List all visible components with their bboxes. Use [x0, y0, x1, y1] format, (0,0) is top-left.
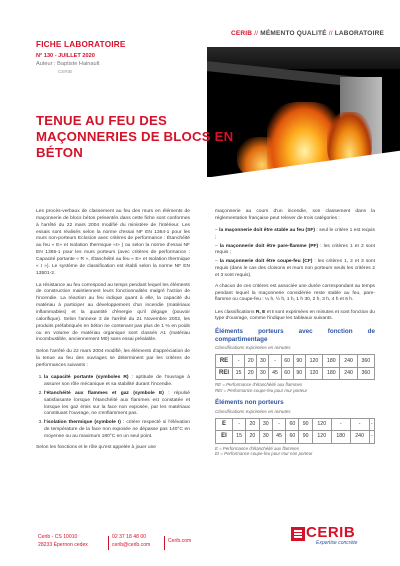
table2-legend: E = Performance d'étanchéité aux flammes EI = Performance coupe-feu pour mur non porteur [215, 445, 313, 457]
paragraph: Les procès-verbaux de classement au feu des murs en éléments de maçonnerie de blocs béton présentés dans cette fiche sont conformes à l'arrêté du 22 mars 2004 modifié du ministère de l'intérieur. Les essais sont réalisés selon la norme d'essai NF EN 1364-1 pour les murs non-porteurs Eclosion avec critères de performance : Étanchéité au feu « E» et Isolation thermique «I» ) ou selon la norme d'essai NF EN 1365-1 pour les murs porteurs (avec critères de performance : Capacité portante « R », Étanchéité au feu « E» et Isolation thermique « I »). Le système de classification est établi selon la norme NF EN 13501-2. [36, 209, 190, 276]
doc-number: N° 130 - JUILLET 2020 [36, 53, 95, 59]
header-breadcrumb [231, 30, 384, 37]
header-memento: MÉMENTO QUALITÉ [260, 30, 327, 37]
list-item: 2. l'étanchéité aux flammes et gaz (symbole E) : répulsé satisfaisante lorsque l'étanchéité aux flammes est constatée et lorsque les gaz émis sur la face non exposée, par les matériaux constituant l'ouvrage, ne s'enflamment pas. [44, 391, 190, 418]
paragraph: maçonnerie au cours d'un incendie, son classement dans la réglementation française peut relever de trois catégories : [215, 209, 375, 221]
list-item: – la maçonnerie doit être pare-flamme (PF) : les critères 1 et 2 sont requis ; [215, 243, 375, 256]
header-lab: LABORATOIRE [334, 30, 384, 37]
header-brand: CERIB [230, 30, 253, 37]
doc-type: FICHE LABORATOIRE [36, 40, 126, 49]
header-separator: // [328, 30, 333, 37]
category-list [215, 228, 375, 280]
paragraph: La résistance au feu correspond au temps pendant lequel les éléments de construction maintiennent leurs fonctionnalités malgré l'action de l'incendie. La réaction au feu indique quant à elle, la capacité du matériau à participer au développement d'un incendie (matériaux inflammables) et la quantité d'énergie qu'il dégage (pouvoir calorifique). Selon l'annexe 3 de l'arrêté du 21 Novembre 2002, les produits préfabriqués en béton ne contenant pas plus de 1 % en poids ou en volume de matériau organique sont classés A1 (matériau incombustible, anciennement M0) sans essai préalable. [36, 282, 190, 343]
criteria-list [36, 375, 190, 441]
cerib-logo-icon [291, 527, 305, 541]
list-item: – la maçonnerie doit être stable au feu (SF) : seul le critère 1 est requis ; [215, 227, 375, 240]
table-row: E - 20 30 - 60 90 120 - - - [216, 418, 375, 431]
footer-divider [108, 536, 109, 550]
right-column [215, 209, 375, 463]
page-title: TENUE AU FEU DES MAÇONNERIES DE BLOCS EN BÉTON [36, 113, 234, 160]
table-row: EI 15 20 30 45 60 90 120 180 240 - [216, 431, 375, 444]
footer-address: Cerib - CS 10010 28233 Épernon cedex [38, 534, 88, 548]
table2-heading: Éléments non porteurs [215, 399, 284, 407]
table1 [215, 354, 375, 380]
doc-author: Auteur : Baptiste Hainault [36, 61, 100, 67]
header-separator: // [254, 30, 259, 37]
footer-contact [112, 534, 150, 549]
table1-legend: RE = Performance d'étanchéité aux flammes REI = Performance coupe-feu pour mur porteur [215, 382, 308, 393]
table1-caption: Classifications exprimées en minutes [215, 345, 291, 351]
cerib-logo: CERIB Expertise concrète [306, 524, 358, 546]
list-item: 1. la capacité portante (symboles R) : aptitude de l'ouvrage à assurer son rôle mécanique et sa stabilité durant l'incendie. [44, 375, 190, 389]
paragraph: Selon l'arrêté du 22 mars 2004 modifié, les éléments d'appréciation de la tenue au feu des ouvrages se déterminent par les critères de performances suivants : [36, 349, 190, 369]
doc-org: CERIB [58, 69, 73, 74]
table1-heading: Éléments porteurs avec fonction de compartimentage [215, 328, 375, 343]
list-item: – la maçonnerie doit être coupe-feu (CF) : les critères 1, 2 et 3 sont requis (dans le cas des cloisons et murs non porteurs seuls les critères 2 et 3 sont requis). [215, 259, 375, 278]
table2-caption: Classifications exprimées en minutes [215, 408, 291, 414]
footer-phone: 02 37 18 48 00 [112, 534, 146, 540]
footer-website[interactable]: Cerib.com [168, 538, 192, 544]
list-item: 3. l'isolation thermique (symbole I) : critère respecté si l'élévation de température de la face non exposée ne dépasse pas 140°C en moyenne ou au maximum 180°C en un seul point. [44, 420, 190, 441]
footer-email[interactable]: cerib@cerib.com [112, 541, 151, 548]
table2 [215, 418, 375, 444]
paragraph: Les classifications R, E et I sont exprimées en minutes et sont fonction du type d'ouvrage, comme l'indique les tableaux suivants. [215, 309, 375, 322]
left-column [36, 209, 190, 457]
table-row: REI 15 20 30 45 60 90 120 180 240 360 [216, 367, 375, 380]
paragraph: Selon les fonctions et le rôle qu'est appelée à jouer une [36, 444, 157, 450]
footer-divider [164, 536, 165, 550]
table-row: RE - 20 30 - 60 90 120 180 240 360 [216, 355, 375, 368]
paragraph: A chacun de ces critères est associée une durée correspondant au temps pendant lequel la maçonnerie considérée reste stable au feu, pare-flamme ou coupe-feu : ¼ h, ½ h, 1 h, 1 h 30, 2 h, 3 h, 4 h et 6 h. [215, 283, 375, 303]
